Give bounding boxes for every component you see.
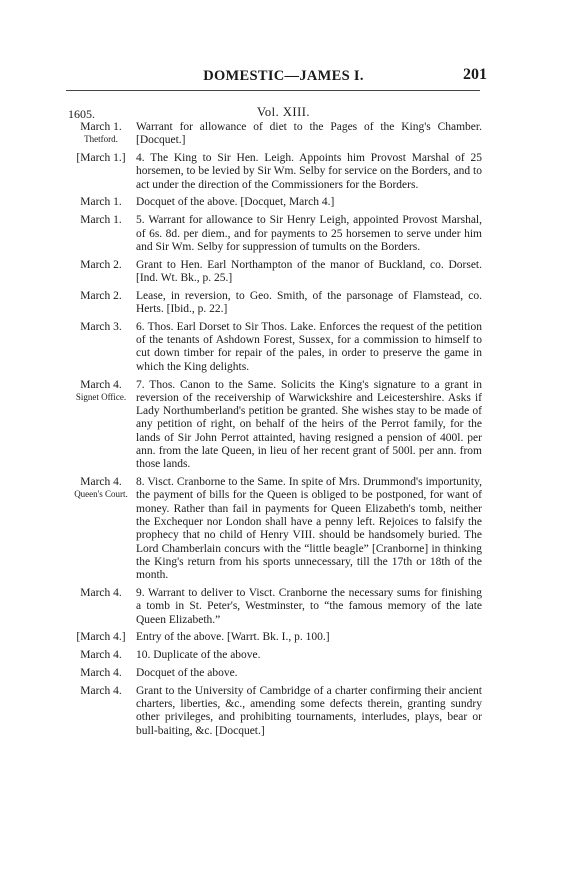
entry-text: Lease, in reversion, to Geo. Smith, of the parsonage of Flamstead, co. Herts. [Ibid., p. 22.] bbox=[136, 289, 482, 316]
page-number: 201 bbox=[463, 66, 487, 83]
entry-date: March 2. bbox=[80, 289, 122, 302]
entry-margin bbox=[66, 649, 136, 662]
entry-date: March 1. bbox=[80, 214, 122, 227]
calendar-entry bbox=[66, 152, 482, 192]
entry-date: March 4. bbox=[80, 666, 122, 679]
entry-date: March 4. bbox=[80, 684, 122, 697]
volume-label: Vol. XIII. bbox=[256, 105, 311, 119]
entry-margin bbox=[66, 667, 136, 680]
calendar-entry bbox=[66, 379, 482, 472]
entry-date: March 4. bbox=[80, 649, 122, 662]
entry-margin bbox=[66, 631, 136, 644]
calendar-entry bbox=[66, 259, 482, 286]
entry-place: Signet Office. bbox=[75, 391, 127, 402]
entry-text: 5. Warrant for allowance to Sir Henry Leigh, appointed Provost Marshal, of 6s. 8d. per diem., and for payments to 25 horsemen to serve under him and Sir Wm. Selby for suppression of tumults on the Borders. bbox=[136, 214, 482, 253]
entry-place: Thetford. bbox=[84, 134, 118, 145]
entry-margin bbox=[66, 259, 136, 286]
entry-margin bbox=[66, 321, 136, 374]
calendar-entry bbox=[66, 667, 482, 680]
entry-date: March 4. bbox=[80, 587, 122, 599]
entry-margin bbox=[66, 290, 136, 317]
entry-margin bbox=[66, 196, 136, 209]
entry-margin bbox=[66, 152, 136, 192]
entry-text: 10. Duplicate of the above. bbox=[136, 649, 261, 662]
calendar-entry bbox=[66, 121, 482, 148]
calendar-entry bbox=[66, 321, 482, 374]
entry-text: Warrant for allowance of diet to the Pages of the King's Chamber. [Docquet.] bbox=[136, 121, 482, 147]
page-header bbox=[0, 68, 567, 90]
entry-text: Docquet of the above. bbox=[136, 666, 238, 679]
entry-text: 9. Warrant to deliver to Visct. Cranborne the necessary sums for finishing a tomb in St. Peter's, Westminster, to “the famous memory of the late Queen Elizabeth.” bbox=[136, 587, 482, 626]
entry-date: March 3. bbox=[80, 320, 122, 333]
header-rule bbox=[66, 90, 480, 91]
entry-place: Queen's Court. bbox=[74, 489, 128, 500]
entry-date: [March 4.] bbox=[76, 631, 126, 644]
entry-date: [March 1.] bbox=[76, 152, 126, 165]
entry-date: March 1. bbox=[80, 196, 122, 209]
entry-margin bbox=[66, 476, 136, 582]
entry-text: Docquet of the above. [Docquet, March 4.] bbox=[136, 196, 335, 209]
entry-margin bbox=[66, 685, 136, 738]
calendar-entry bbox=[66, 214, 482, 254]
running-title: DOMESTIC—JAMES I. bbox=[203, 68, 364, 84]
entry-date: March 4. bbox=[80, 378, 122, 391]
entry-margin bbox=[66, 121, 136, 148]
entry-text: Grant to Hen. Earl Northampton of the manor of Buckland, co. Dorset. [Ind. Wt. Bk., p. 25.] bbox=[136, 258, 482, 284]
entry-date: March 4. bbox=[80, 476, 122, 489]
entry-text: 7. Thos. Canon to the Same. Solicits the King's signature to a grant in reversion of the receivership of Warwickshire and Leicestershire. Asks if Lady Northumberland's petition be granted. She wishes stay to be made of any petition of right, on behalf of the heirs of the Perrot family, for the lands of Sir John Perrot attainted, having resigned a pension of 400l. per ann. from the late Queen, in lieu of her recent grant of 500l. per ann. from those lands. bbox=[136, 378, 482, 471]
entry-text: 8. Visct. Cranborne to the Same. In spite of Mrs. Drummond's importunity, the payment of bills for the Queen is obliged to be postponed, for want of money. Rather than fail in payments for Queen Elizabeth's tomb, neither the Exchequer nor London shall have a penny left. Rejoices to falsify the prophecy that no child of Henry VIII. should be handsomely buried. The Lord Chamberlain concurs with the “little beagle” [Cranborne] in thinking the King's return from his sports unnecessary, till the 17th or 18th of the month. bbox=[136, 476, 482, 582]
calendar-entry bbox=[66, 290, 482, 317]
calendar-entry bbox=[66, 685, 482, 738]
year-label: 1605. bbox=[68, 107, 95, 121]
calendar-entry bbox=[66, 631, 482, 644]
entry-date: March 1. bbox=[80, 121, 122, 133]
entry-margin bbox=[66, 214, 136, 254]
entry-text: Grant to the University of Cambridge of a charter confirming their ancient charters, liberties, &c., amending some defects therein, granting sundry other privileges, and prohibiting tournaments, interludes, plays, bear or bull-baiting, &c. [Docquet.] bbox=[136, 684, 482, 737]
entry-date: March 2. bbox=[80, 258, 122, 271]
calendar-entry bbox=[66, 587, 482, 627]
calendar-entries bbox=[66, 121, 482, 742]
entry-text: 4. The King to Sir Hen. Leigh. Appoints him Provost Marshal of 25 horsemen, to be levied by Sir Wm. Selby for service on the Borders, and to act under the direction of the Commissioners for the Borders. bbox=[136, 152, 482, 191]
calendar-entry bbox=[66, 649, 482, 662]
entry-text: Entry of the above. [Warrt. Bk. I., p. 100.] bbox=[136, 631, 330, 644]
calendar-entry bbox=[66, 476, 482, 582]
calendar-entry bbox=[66, 196, 482, 209]
entry-margin bbox=[66, 587, 136, 627]
entry-text: 6. Thos. Earl Dorset to Sir Thos. Lake. Enforces the request of the petition of the tenants of Ashdown Forest, Sussex, for a commission to himself to cut down timber for repair of the pales, in order to preserve the game in which the King delights. bbox=[136, 320, 482, 373]
entry-margin bbox=[66, 379, 136, 472]
